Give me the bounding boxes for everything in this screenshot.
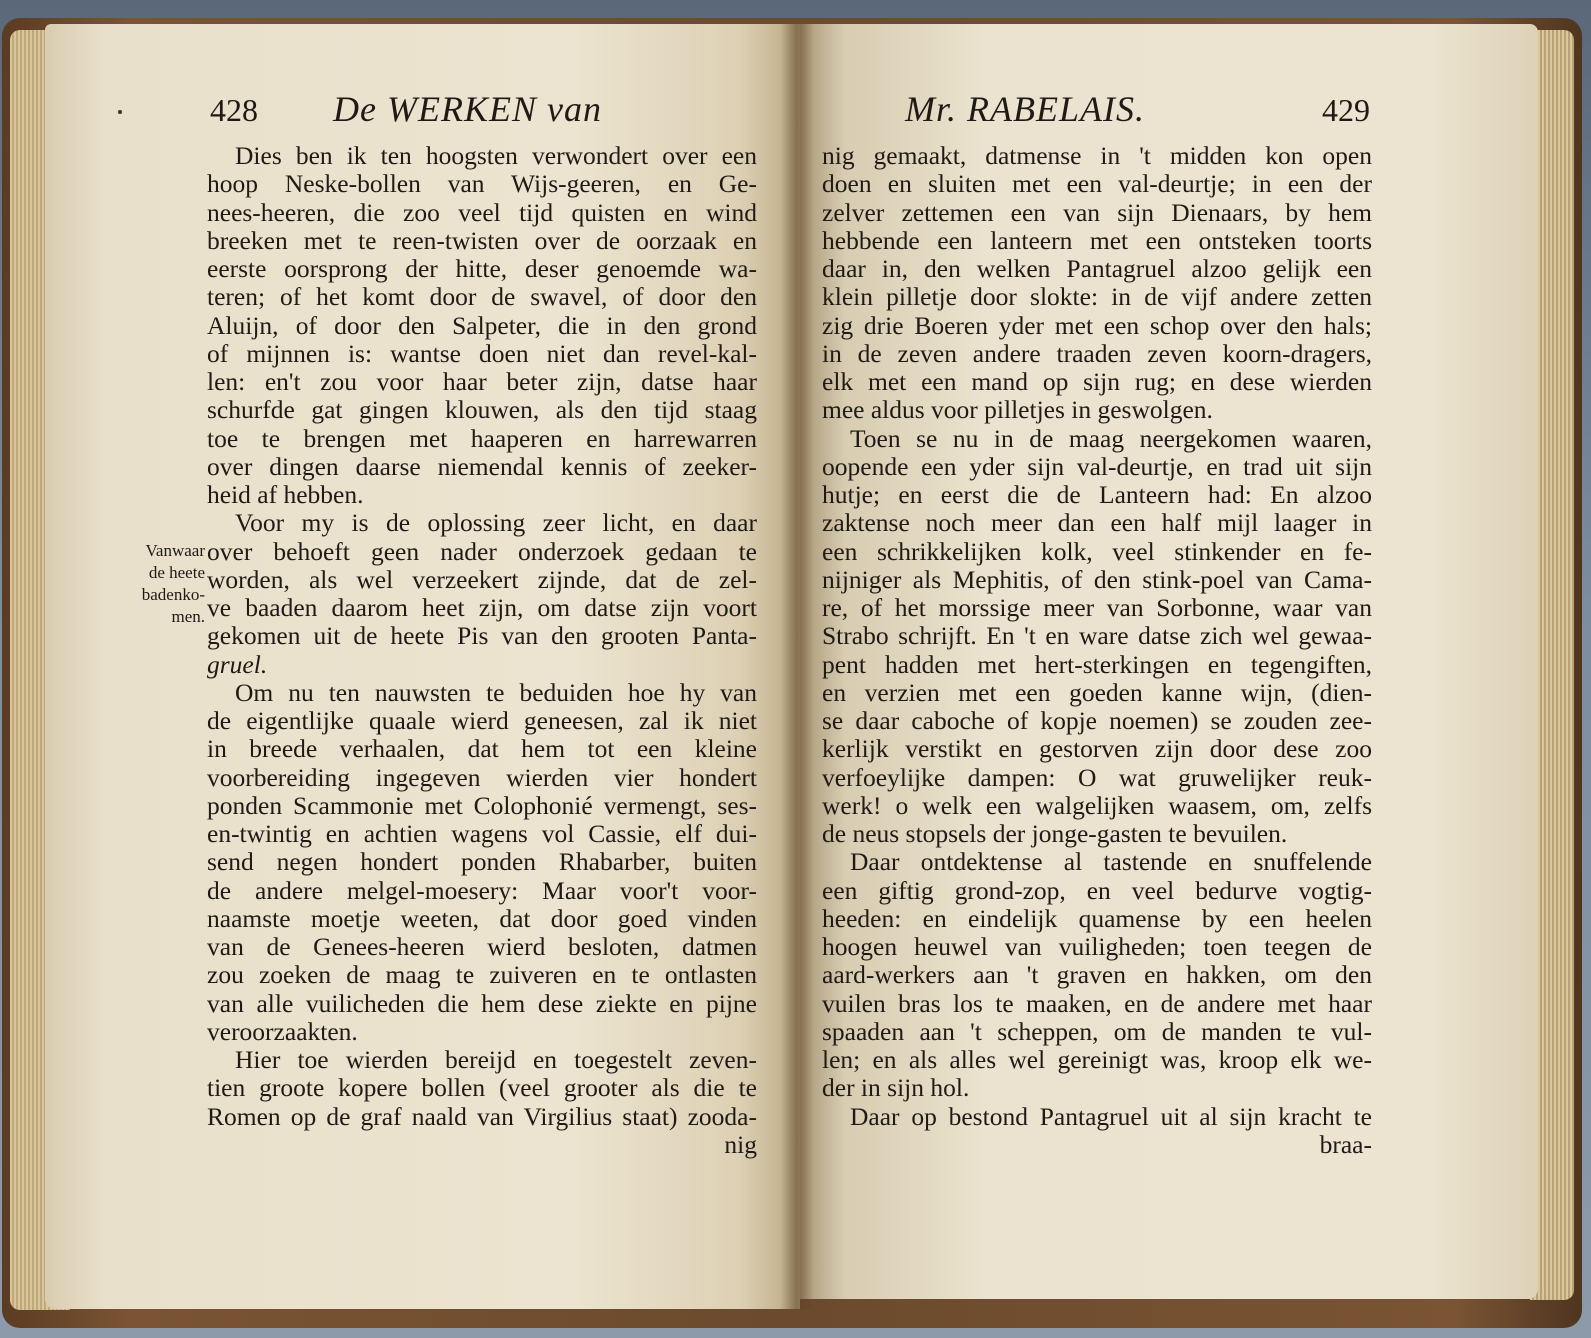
text-line: een schrikkelijken kolk, veel stinkender en fe- [822, 537, 1372, 566]
text-line: naamste moetje weeten, dat door goed vinden [207, 904, 757, 933]
text-line: hoop Neske-bollen van Wijs-geeren, en Ge- [207, 170, 757, 199]
text-line: nijniger als Mephitis, of den stink-poel van Cama- [822, 565, 1372, 594]
text-line: nig gemaakt, datmense in 't midden kon open [822, 142, 1372, 170]
running-head-right: Mr. RABELAIS. [905, 89, 1145, 129]
left-page-text [207, 142, 757, 1159]
text-line: en verzien met een goeden kanne wijn, (dien- [822, 678, 1372, 707]
right-page [800, 24, 1538, 1299]
text-line: nig [724, 1130, 757, 1159]
page-number-right: 429 [1322, 92, 1370, 128]
text-line: de andere melgel-moesery: Maar voor't voor- [207, 876, 757, 905]
text-line: aard-werkers aan 't graven en hakken, om den [822, 961, 1372, 990]
text-line: braa- [1319, 1130, 1372, 1159]
text-line: de neus stopsels der jonge-gasten te bevuilen. [822, 820, 1288, 848]
margin-note-line: de heete [148, 563, 205, 582]
margin-note [105, 540, 205, 628]
text-line: se daar caboche of kopje noemen) se zouden zee- [822, 707, 1372, 735]
text-line: oopende een yder sijn val-deurtje, en trad uit sijn [822, 452, 1372, 481]
text-line: schurfde gat gingen klouwen, als den tijd staag [207, 396, 757, 425]
text-line: mee aldus voor pilletjes in geswolgen. [822, 396, 1213, 425]
text-line: Aluijn, of door den Salpeter, die in den grond [207, 311, 757, 340]
text-line: over dingen daarse niemendal kennis of zeeker- [207, 452, 757, 481]
text-line: hebbende een lanteern met een ontsteken toorts [822, 226, 1372, 255]
text-line: len; en als alles wel gereinigt was, kroop elk we- [822, 1046, 1372, 1074]
text-line: van de Genees-heeren wierd besloten, datmen [207, 933, 757, 961]
text-line: hoogen heuwel van vuiligheden; toen teegen de [822, 933, 1372, 961]
text-line: nees-heeren, die zoo veel tijd quisten en wind [207, 198, 757, 227]
text-line: hutje; en eerst die de Lanteern had: En alzoo [822, 481, 1372, 509]
right-page-text [822, 142, 1372, 1159]
text-line: worden, als wel verzeekert zijnde, dat de zel- [207, 565, 757, 594]
text-line: spaaden aan 't scheppen, om de manden te vul- [822, 1017, 1372, 1046]
text-line: ve baaden daarom heet zijn, om datse zijn voort [207, 594, 757, 622]
text-line: teren; of het komt door de swavel, of door den [207, 283, 757, 312]
text-line: gruel. [207, 650, 268, 679]
text-line: veroorzaakten. [207, 1017, 358, 1046]
text-line: breeken met te reen-twisten over de oorzaak en [207, 226, 757, 255]
margin-note-line: men. [171, 607, 205, 626]
text-line: Toen se nu in de maag neergekomen waaren, [850, 424, 1372, 453]
text-line: en-twintig en achtien wagens vol Cassie, elf dui- [207, 820, 757, 848]
text-line: toe te brengen met haaperen en harrewarren [207, 424, 757, 453]
text-line: Strabo schrijft. En 't en ware datse zich wel gewaa- [822, 622, 1372, 651]
text-line: de eigentlijke quaale wierd geneesen, zal ik niet [207, 707, 757, 735]
text-line: zaktense noch meer dan een half mijl laager in [822, 509, 1372, 538]
text-line: werk! o welk een walgelijken waasem, om, zelfs [822, 791, 1372, 820]
text-line: Romen op de graf naald van Virgilius staat) zooda- [207, 1102, 757, 1131]
ink-speck [118, 110, 122, 114]
text-line: Om nu ten nauwsten te beduiden hoe hy van [235, 678, 757, 707]
text-line: Dies ben ik ten hoogsten verwondert over een [235, 142, 757, 170]
text-line: klein pilletje door slokte: in de vijf andere zetten [822, 283, 1372, 312]
text-line: eerste oorsprong der hitte, deser genoemde wa- [207, 255, 757, 283]
text-line: Hier toe wierden bereijd en toegestelt zeven- [235, 1046, 757, 1074]
text-line: zou zoeken de maag te zuiveren en te ontlasten [207, 961, 757, 990]
text-line: zig drie Boeren yder met een schop over den hals; [822, 311, 1372, 340]
text-line: voorbereiding ingegeven wierden vier hondert [207, 763, 757, 792]
running-head-left: De WERKEN van [333, 89, 602, 129]
text-line: verfoeylijke dampen: O wat gruwelijker reuk- [822, 763, 1372, 792]
left-page [45, 24, 800, 1309]
text-line: elk met een mand op sijn rug; en dese wierden [822, 368, 1372, 396]
text-line: daar in, den welken Pantagruel alzoo gelijk een [822, 255, 1372, 283]
text-line: der in sijn hol. [822, 1074, 970, 1103]
text-line: van alle vuilicheden die hem dese ziekte en pijne [207, 989, 757, 1018]
text-line: over behoeft geen nader onderzoek gedaan te [207, 537, 757, 566]
text-line: Daar op bestond Pantagruel uit al sijn kracht te [850, 1102, 1372, 1131]
text-line: send negen hondert ponden Rhabarber, buiten [207, 848, 757, 877]
text-line: Voor my is de oplossing zeer licht, en daar [235, 509, 757, 538]
text-line: heid af hebben. [207, 481, 364, 509]
margin-note-line: Vanwaar [145, 541, 205, 560]
text-line: heeden: en eindelijk quamense by een heelen [822, 904, 1372, 933]
text-line: len: en't zou voor haar beter zijn, datse haar [207, 368, 757, 396]
text-line: pent hadden met hert-sterkingen en tegengiften, [822, 650, 1372, 679]
text-line: re, of het morssige meer van Sorbonne, waar van [822, 594, 1372, 622]
text-line: een giftig grond-zop, en veel bedurve vogtig- [822, 876, 1372, 905]
book-gutter [780, 24, 814, 1309]
text-line: vuilen bras los te maaken, en de andere met haar [822, 989, 1372, 1018]
text-line: zelver zettemen een van sijn Dienaars, by hem [822, 198, 1372, 227]
text-line: doen en sluiten met een val-deurtje; in een der [822, 170, 1372, 199]
text-line: in breede verhaalen, dat hem tot een kleine [207, 735, 757, 764]
text-line: in de zeven andere traaden zeven koorn-dragers, [822, 339, 1372, 368]
text-line: gekomen uit de heete Pis van den grooten Panta- [207, 622, 757, 651]
page-number-left: 428 [210, 92, 258, 128]
margin-note-line: badenko- [141, 585, 205, 604]
text-line: tien groote kopere bollen (veel grooter als die te [207, 1074, 757, 1103]
text-line: kerlijk verstikt en gestorven zijn door dese zoo [822, 735, 1372, 764]
text-line: of mijnnen is: wantse doen niet dan revel-kal- [207, 339, 757, 368]
text-line: Daar ontdektense al tastende en snuffelende [850, 848, 1372, 877]
text-line: ponden Scammonie met Colophonié vermengt, ses- [207, 791, 757, 820]
